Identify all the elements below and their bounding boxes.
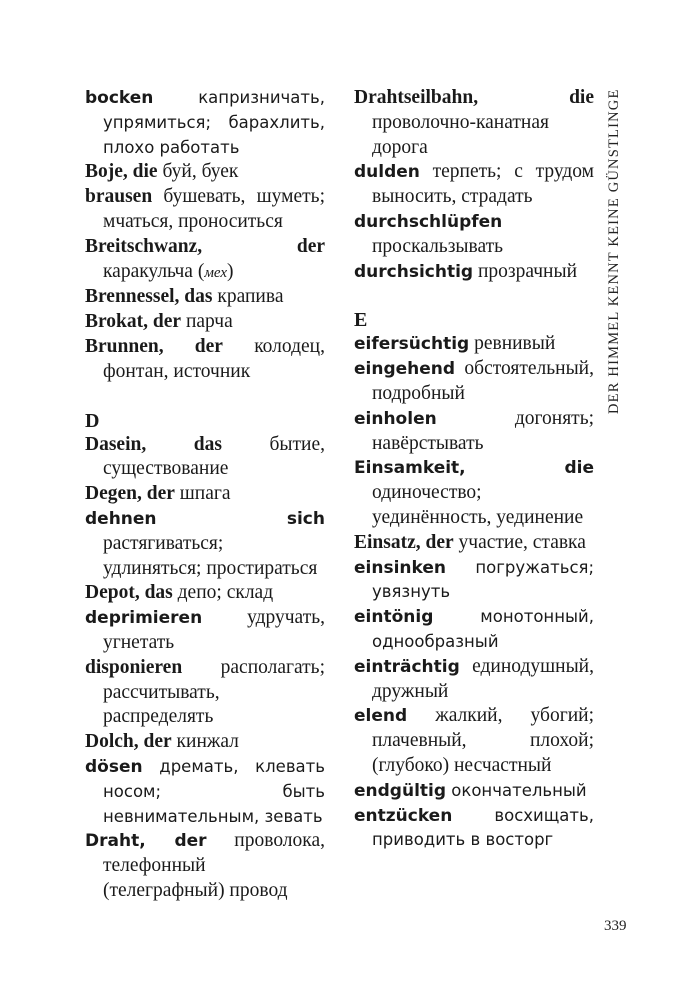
section-letter-e: E (354, 309, 368, 332)
gloss: кинжал (171, 731, 239, 753)
headword: Breitschwanz, der (85, 235, 325, 257)
dictionary-entry (85, 755, 325, 829)
dictionary-entry (85, 656, 325, 730)
dictionary-entry (354, 655, 594, 705)
section-gap (354, 284, 594, 308)
headword: Brennessel, das (85, 286, 213, 308)
headword: Einsatz, der (354, 531, 454, 553)
gloss: ревнивый (469, 333, 556, 355)
dictionary-entry (85, 606, 325, 656)
gloss: бушевать, шуметь; мчаться, проноситься (103, 186, 325, 232)
section-gap (85, 385, 325, 409)
headword: Draht, der (85, 831, 207, 852)
dictionary-entry: Breitschwanz, der каракульча (мех) (85, 235, 325, 282)
gloss: единодушный, дружный (372, 655, 594, 702)
headword: Dasein, das (85, 433, 222, 455)
gloss: дремать, клевать носом; быть невнимательным, зевать (103, 756, 325, 826)
running-head: DER HIMMEL KENNT KEINE GÜNSTLINGE (606, 88, 622, 414)
dictionary-entry (85, 335, 325, 385)
headword: entzücken (354, 805, 453, 826)
gloss: буй, буек (157, 161, 239, 183)
headword: Einsamkeit, die (354, 458, 594, 479)
gloss: располагать; рассчитывать, распределять (103, 656, 325, 728)
headword: Drahtseilbahn, die (354, 87, 594, 108)
dictionary-entry (85, 507, 325, 581)
headword: Depot, das (85, 582, 173, 604)
headword: eifersüchtig (354, 334, 470, 355)
dictionary-entry (354, 804, 594, 854)
gloss: депо; склад (172, 582, 274, 604)
page-number: 339 (604, 918, 627, 934)
gloss: монотонный, однообразный (372, 607, 594, 651)
headword: einholen (354, 408, 437, 429)
gloss: окончательный (446, 780, 587, 800)
gloss: одиночество; уединённость, уединение (372, 482, 584, 528)
dictionary-entry (85, 185, 325, 235)
dictionary-entry (85, 581, 325, 606)
dictionary-entry (354, 357, 594, 407)
gloss: жалкий, убогий; плачевный, плохой; (глубоко) несчастный (372, 705, 594, 776)
dictionary-entry (354, 704, 594, 778)
dictionary-entry (85, 829, 325, 903)
headword: bocken (85, 88, 154, 108)
right-column (354, 86, 594, 853)
dictionary-entry (354, 86, 594, 160)
gloss: проскальзывать (372, 235, 504, 257)
dictionary-entry (354, 332, 594, 357)
dictionary-entry (85, 86, 325, 160)
dictionary-entry (354, 531, 594, 556)
headword: Dolch, der (85, 731, 172, 753)
dictionary-entry (85, 730, 325, 755)
headword: Brokat, der (85, 311, 182, 333)
gloss: обстоятельный, подробный (372, 358, 594, 404)
gloss: парча (181, 311, 233, 333)
gloss: восхищать, приводить в восторг (372, 805, 594, 850)
headword: disponieren (85, 656, 183, 678)
gloss: проволока, телефонный (телеграфный) провод (103, 830, 325, 901)
headword: brausen (85, 186, 153, 208)
dictionary-entry (85, 433, 325, 483)
gloss: догонять; навёрстывать (372, 407, 594, 454)
headword: Boje, die (85, 161, 158, 183)
gloss: растягиваться; удлиняться; простираться (103, 532, 318, 579)
headword: deprimieren (85, 608, 203, 629)
headword: einsinken (354, 557, 446, 578)
headword: eintönig (354, 607, 434, 628)
gloss: прозрачный (473, 260, 578, 282)
dictionary-entry (354, 160, 594, 210)
gloss: каракульча (103, 260, 198, 282)
headword: Brunnen, der (85, 335, 223, 357)
dictionary-entry (354, 260, 594, 285)
gloss: шпага (174, 483, 231, 505)
dictionary-entry (354, 407, 594, 457)
headword: dulden (354, 162, 420, 183)
headword: elend (354, 706, 408, 727)
gloss: погружаться; увязнуть (372, 557, 594, 602)
headword: dösen (85, 756, 143, 777)
gloss: участие, ставка (453, 531, 586, 553)
gloss: колодец, фонтан, источник (103, 335, 325, 382)
dictionary-entry (354, 210, 594, 260)
dictionary-entry (85, 160, 325, 185)
headword: eingehend (354, 359, 456, 380)
gloss: терпеть; с трудом выносить, страдать (372, 161, 594, 208)
headword: durchschlüpfen (354, 211, 503, 232)
gloss: крапива (212, 286, 284, 308)
gloss: проволочно-канатная дорога (372, 111, 549, 158)
dictionary-entry (354, 556, 594, 606)
headword: einträchtig (354, 656, 460, 677)
gloss: бытие, существование (103, 433, 325, 480)
gloss: удручать, угнетать (103, 607, 325, 653)
dictionary-entry (354, 456, 594, 530)
dictionary-entry (85, 310, 325, 335)
dictionary-entry (354, 605, 594, 655)
dictionary-entry (85, 285, 325, 310)
section-letter-d: D (85, 409, 100, 432)
left-column (85, 86, 325, 904)
gloss: капризничать, упрямиться; барахлить, плохо работать (103, 88, 325, 157)
headword: endgültig (354, 780, 447, 801)
headword: dehnen sich (85, 508, 325, 529)
headword: durchsichtig (354, 261, 474, 282)
headword: Degen, der (85, 483, 175, 505)
dictionary-entry (354, 779, 594, 804)
usage-note: мех (204, 264, 228, 281)
dictionary-entry (85, 482, 325, 507)
